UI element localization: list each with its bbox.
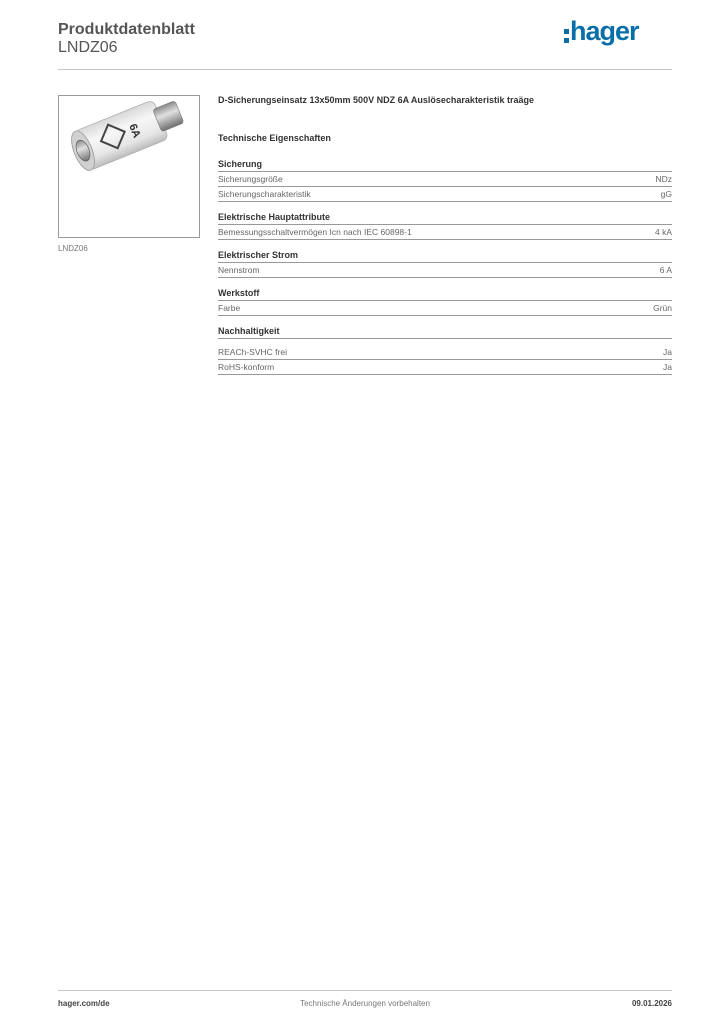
logo-wordmark: hager (570, 16, 639, 46)
footer-website-link[interactable]: hager.com/de (58, 999, 110, 1008)
property-row (218, 187, 672, 202)
page-footer (58, 990, 672, 1008)
property-label: Bemessungsschaltvermögen Icn nach IEC 60898-1 (218, 227, 412, 237)
property-label: REACh-SVHC frei (218, 347, 287, 357)
property-label: Sicherungsgröße (218, 174, 283, 184)
group-title: Sicherung (218, 159, 672, 172)
product-details (218, 95, 672, 385)
property-value: gG (660, 189, 672, 199)
property-row (218, 225, 672, 240)
property-value: Ja (663, 347, 672, 357)
logo-dot-top (564, 29, 569, 34)
property-value: NDz (655, 174, 672, 184)
property-row (218, 263, 672, 278)
image-caption: LNDZ06 (58, 244, 88, 253)
group-title: Elektrischer Strom (218, 250, 672, 263)
property-label: Nennstrom (218, 265, 260, 275)
page-header (58, 16, 672, 70)
product-code: LNDZ06 (58, 39, 118, 56)
property-value: Ja (663, 362, 672, 372)
fuse-rating-print: 6A (126, 122, 143, 140)
hager-logo (564, 16, 654, 50)
property-value: 6 A (659, 265, 672, 275)
group-elektrischer-strom (218, 250, 672, 278)
group-elektrische-hauptattribute (218, 212, 672, 240)
property-row (218, 360, 672, 375)
group-title: Werkstoff (218, 288, 672, 301)
property-value: 4 kA (654, 227, 672, 237)
property-row (218, 345, 672, 360)
fuse-cartridge-image (59, 96, 199, 237)
group-title: Elektrische Hauptattribute (218, 212, 672, 225)
property-row (218, 172, 672, 187)
property-label: RoHS-konform (218, 362, 275, 372)
group-title: Nachhaltigkeit (218, 326, 672, 339)
property-row (218, 301, 672, 316)
document-title: Produktdatenblatt (58, 21, 195, 38)
property-label: Sicherungscharakteristik (218, 189, 311, 199)
product-description: D-Sicherungseinsatz 13x50mm 500V NDZ 6A Auslösecharakteristik traäge (218, 95, 534, 105)
footer-date: 09.01.2026 (631, 999, 672, 1008)
group-nachhaltigkeit (218, 326, 672, 375)
footer-note: Technische Änderungen vorbehalten (300, 999, 430, 1008)
product-image (58, 95, 200, 238)
property-label: Farbe (218, 303, 241, 313)
logo-dot-bottom (564, 38, 569, 43)
property-value: Grün (653, 303, 672, 313)
group-sicherung (218, 159, 672, 202)
group-werkstoff (218, 288, 672, 316)
section-heading: Technische Eigenschaften (218, 133, 331, 143)
